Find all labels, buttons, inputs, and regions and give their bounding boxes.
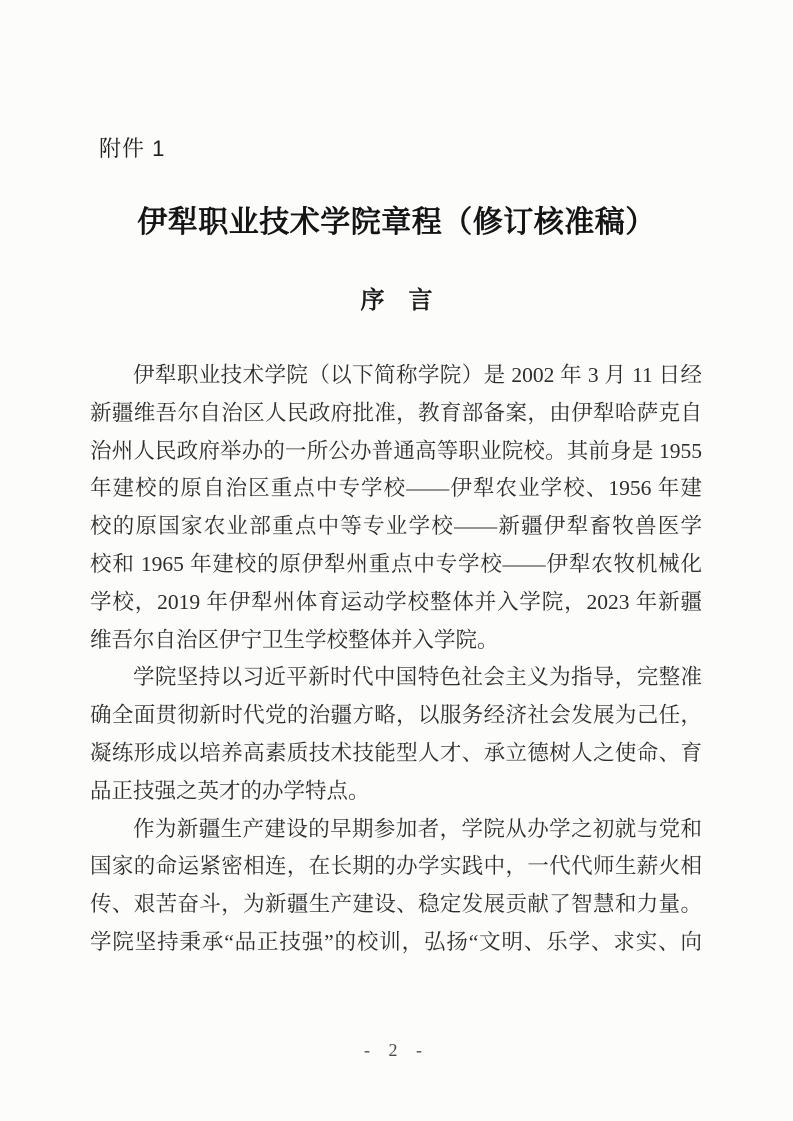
body-line: 校和 1965 年建校的原伊犁州重点中专学校——伊犁农牧机械化 xyxy=(90,551,702,576)
document-title: 伊犁职业技术学院章程（修订核准稿） xyxy=(137,206,656,239)
body-line: 作为新疆生产建设的早期参加者，学院从办学之初就与党和 xyxy=(133,816,702,841)
body-line: 确全面贯彻新时代党的治疆方略，以服务经济社会发展为己任， xyxy=(90,703,702,728)
body-line: 品正技强之英才的办学特点。 xyxy=(90,778,370,803)
body-line: 校的原国家农业部重点中等专业学校——新疆伊犁畜牧兽医学 xyxy=(90,514,702,539)
body-line: 国家的命运紧密相连，在长期的办学实践中，一代代师生薪火相 xyxy=(90,854,702,879)
body-line: 学校，2019 年伊犁州体育运动学校整体并入学院，2023 年新疆 xyxy=(90,589,702,614)
page-number: - 2 - xyxy=(364,1040,429,1060)
body-line: 传、艰苦奋斗，为新疆生产建设、稳定发展贡献了智慧和力量。 xyxy=(90,892,702,917)
body-line: 治州人民政府举办的一所公办普通高等职业院校。其前身是 1955 xyxy=(90,438,702,463)
body-line: 维吾尔自治区伊宁卫生学校整体并入学院。 xyxy=(90,627,499,652)
attachment-label: 附件 1 xyxy=(99,136,166,161)
body-line: 学院坚持秉承“品正技强”的校训，弘扬“文明、乐学、求实、向 xyxy=(90,929,702,954)
body-line: 新疆维吾尔自治区人民政府批准，教育部备案，由伊犁哈萨克自 xyxy=(90,400,702,425)
body-line: 凝练形成以培养高素质技术技能型人才、承立德树人之使命、育 xyxy=(90,740,702,765)
body-line: 年建校的原自治区重点中专学校——伊犁农业学校、1956 年建 xyxy=(90,476,702,501)
body-line: 学院坚持以习近平新时代中国特色社会主义为指导，完整准 xyxy=(133,665,702,690)
body-line: 伊犁职业技术学院（以下简称学院）是 2002 年 3 月 11 日经 xyxy=(133,363,702,387)
document-body xyxy=(90,357,702,962)
preface-heading: 序 言 xyxy=(360,288,433,314)
